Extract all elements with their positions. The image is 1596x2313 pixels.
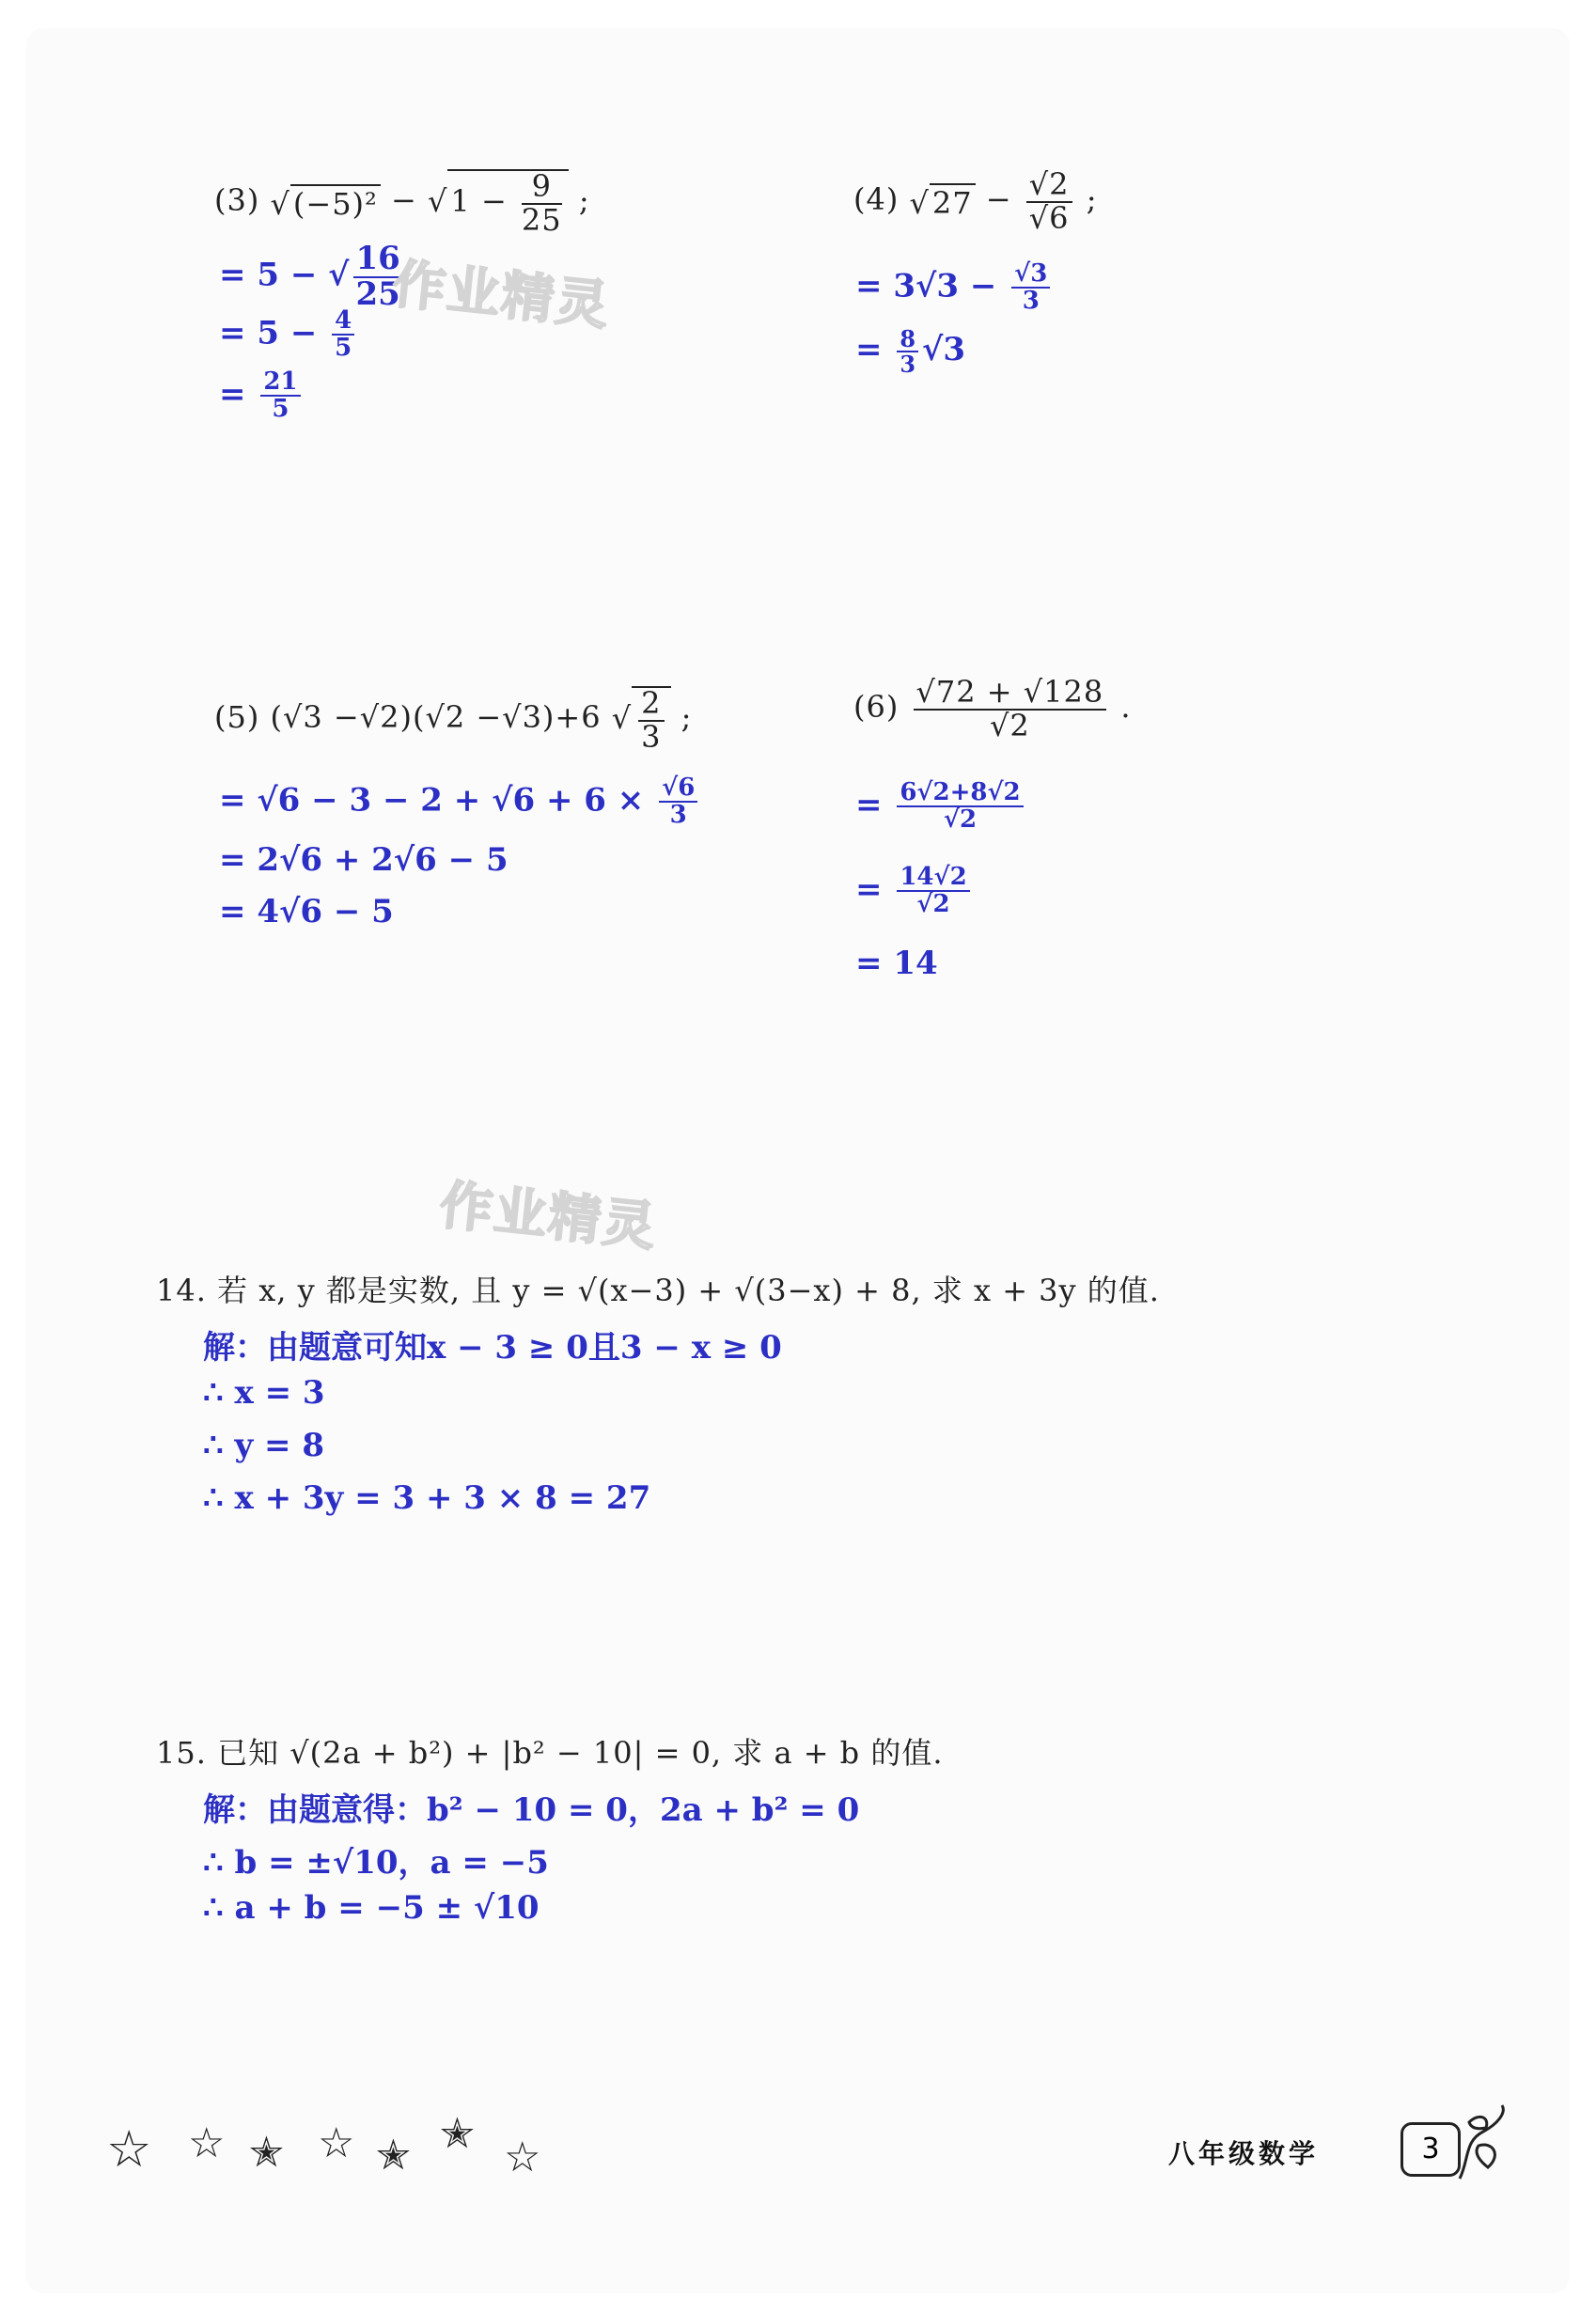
fraction: $\frac{2}{3}$ xyxy=(638,688,664,753)
star-icon: ☆ xyxy=(318,2119,355,2167)
problem-6-question: (6) $\frac{√72 + √128}{√2}$ . xyxy=(853,674,1132,743)
solution-step: ∴ x = 3 xyxy=(203,1374,325,1412)
problem-15-solution xyxy=(203,1784,1049,1953)
page-number: 3 xyxy=(1400,2122,1461,2177)
solution-step: = 3√3 − $\frac{√3}{3}$ xyxy=(855,261,1054,315)
fraction: $\frac{√3}{3}$ xyxy=(1011,261,1050,315)
sqrt-expression: √(−5)² xyxy=(271,184,381,222)
problem-label: (6) xyxy=(853,689,900,726)
solution-step: ∴ y = 8 xyxy=(203,1427,325,1464)
solution-step: = 14 xyxy=(855,945,938,982)
star-icon: ☆ xyxy=(504,2133,541,2181)
solution-step: ∴ a + b = −5 ± √10 xyxy=(203,1889,540,1927)
fraction: $\frac{√72 + √128}{√2}$ xyxy=(914,677,1107,742)
star-icon: ✭ xyxy=(249,2129,284,2177)
solution-step: ∴ b = ±√10，a = −5 xyxy=(203,1844,549,1882)
solution-step: = √6 − 3 − 2 + √6 + 6 × $\frac{√6}{3}$ xyxy=(219,775,701,829)
fraction: $\frac{6√2+8√2}{√2}$ xyxy=(897,780,1023,834)
problem-4-question: (4) √27 − $\frac{√2}{√6}$ ; xyxy=(853,166,1098,236)
vine-leaf-icon xyxy=(1450,2103,1516,2188)
fraction: $\frac{16}{25}$ xyxy=(353,242,403,311)
fraction: $\frac{14√2}{√2}$ xyxy=(897,865,969,918)
solution-step: = 4√6 − 5 xyxy=(219,893,394,930)
star-icon: ☆ xyxy=(188,2119,226,2167)
solution-step: 解：由题意得：b² − 10 = 0，2a + b² = 0 xyxy=(203,1791,860,1829)
watermark-logo: 作业精灵 xyxy=(436,1175,661,1258)
problem-label: (5) xyxy=(214,699,260,736)
fraction: $\frac{9}{25}$ xyxy=(521,168,562,238)
solution-step: = $\frac{8}{3}$ √3 xyxy=(855,325,966,379)
page-sheet: (3) √(−5)² − √1 − $\frac{9}{25}$ ; = 5 − √ $\frac{16}{25}$ = 5 − $\frac{4}{5}$ = $\frac{21}{5}$ (4) √27 − $\frac{√2}{√6}$ ; = 3√3 − $\frac{√3}{3}$ = $\frac{8}{3}$ √3 (5) (√3 −√2)(√2 −√3)+6 √ $\frac{2}{3}$ ; = √6 − 3 − 2 + √6 + 6 × $\frac{√6}{3}$ = 2√6 + 2√6 − 5 = 4√6 − 5 (6) $\frac{√72 + √128}{√2}$ . = $\frac{6√2+8√2}{√2}$ = $\frac{14√2}{√2}$ = 14 作业精灵 作业精灵 14. 若 x, y 都是实数, 且 y = √(x−3) + √(3−x) + 8, 求 x + 3y 的值. 解：由题意可知x − 3 ≥ 0且3 − x ≥ 0 ∴ x = 3 ∴ y = 8 ∴ x + 3y = 3 + 3 × 8 = 27 15. 已知 √(2a + b²) + |b² − 10| = 0, 求 a + b 的值. 解：由题意得：b² − 10 = 0，2a + b² = 0 ∴ b = ±√10，a = −5 ∴ a + b = −5 ± √10 ☆ ☆ ✭ ☆ ✭ ✭ ☆ 八年级数学 3 xyxy=(26,28,1570,2293)
fraction: $\frac{21}{5}$ xyxy=(260,369,300,423)
problem-4-solution xyxy=(855,261,1231,412)
problem-label: (3) xyxy=(214,182,260,219)
problem-5-question: (5) (√3 −√2)(√2 −√3)+6 √ $\frac{2}{3}$ ; xyxy=(214,685,693,755)
solution-step: = $\frac{14√2}{√2}$ xyxy=(855,865,974,918)
fraction: $\frac{4}{5}$ xyxy=(332,308,354,362)
solution-step: ∴ x + 3y = 3 + 3 × 8 = 27 xyxy=(203,1479,651,1517)
problem-3-question: (3) √(−5)² − √1 − $\frac{9}{25}$ ; xyxy=(214,168,590,238)
grade-subject-label: 八年级数学 xyxy=(1168,2138,1320,2169)
fraction: $\frac{√6}{3}$ xyxy=(659,775,697,829)
sqrt-expression: √1 − $\frac{9}{25}$ xyxy=(428,169,569,236)
solution-step: 解：由题意可知x − 3 ≥ 0且3 − x ≥ 0 xyxy=(203,1329,782,1367)
fraction: $\frac{√2}{√6}$ xyxy=(1026,169,1072,234)
problem-label: (4) xyxy=(853,181,900,218)
solution-step: = 5 − √ $\frac{16}{25}$ xyxy=(219,242,407,311)
fraction: $\frac{8}{3}$ xyxy=(897,327,918,376)
solution-step: = 5 − $\frac{4}{5}$ xyxy=(219,308,358,362)
problem-6-solution xyxy=(855,780,1325,1006)
solution-step: = $\frac{21}{5}$ xyxy=(219,369,305,423)
star-icon: ☆ xyxy=(106,2119,152,2179)
watermark-logo: 作业精灵 xyxy=(389,254,614,337)
problem-5-solution xyxy=(219,775,783,945)
solution-step: = 2√6 + 2√6 − 5 xyxy=(219,841,509,879)
solution-step: = $\frac{6√2+8√2}{√2}$ xyxy=(855,780,1027,834)
star-icon: ✭ xyxy=(440,2110,475,2158)
problem-14-solution xyxy=(203,1321,1049,1547)
star-icon: ✭ xyxy=(376,2132,411,2180)
